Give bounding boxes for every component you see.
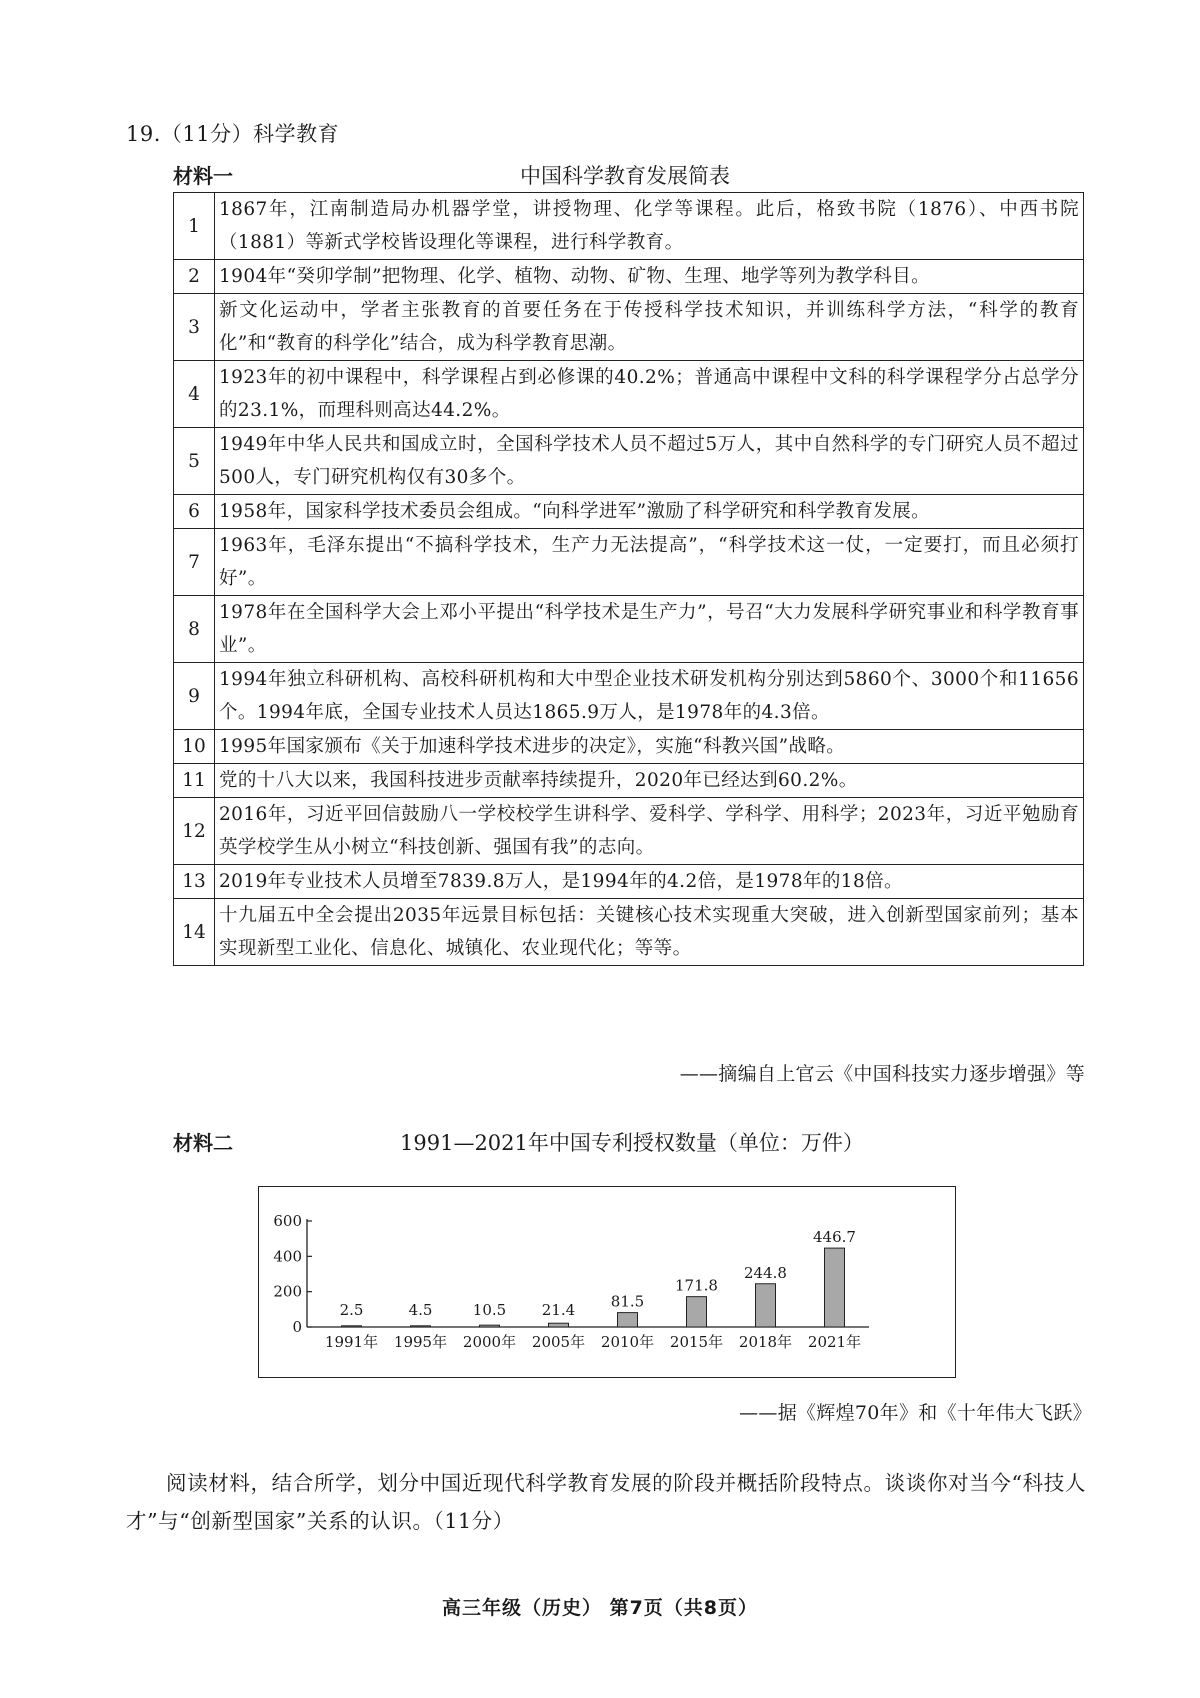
row-text: 新文化运动中，学者主张教育的首要任务在于传授科学技术知识，并训练科学方法，“科学的教育化”和“教育的科学化”结合，成为科学教育思潮。 — [215, 294, 1084, 361]
table-row — [174, 294, 1084, 361]
row-number: 1 — [174, 193, 215, 260]
row-number: 10 — [174, 730, 215, 764]
table-row — [174, 865, 1084, 899]
row-number: 12 — [174, 798, 215, 865]
row-text: 1963年，毛泽东提出“不搞科学技术，生产力无法提高”，“科学技术这一仗，一定要打，而且必须打好”。 — [215, 529, 1084, 596]
row-text: 1904年“癸卯学制”把物理、化学、植物、动物、矿物、生理、地学等列为教学科目。 — [215, 260, 1084, 294]
table-row — [174, 260, 1084, 294]
y-tick-label: 600 — [273, 1212, 302, 1230]
data-label: 244.8 — [744, 1263, 787, 1282]
row-text: 2016年，习近平回信鼓励八一学校校学生讲科学、爱科学、学科学、用科学；2023年，习近平勉励育英学校学生从小树立“科技创新、强国有我”的志向。 — [215, 798, 1084, 865]
row-text: 十九届五中全会提出2035年远景目标包括：关键核心技术实现重大突破，进入创新型国家前列；基本实现新型工业化、信息化、城镇化、农业现代化；等等。 — [215, 899, 1084, 966]
x-tick-label: 2021年 — [807, 1333, 862, 1351]
table-row — [174, 193, 1084, 260]
row-number: 2 — [174, 260, 215, 294]
bar — [756, 1284, 776, 1327]
x-tick-label: 1991年 — [324, 1333, 379, 1351]
row-number: 4 — [174, 361, 215, 428]
row-text: 1923年的初中课程中，科学课程占到必修课的40.2%；普通高中课程中文科的科学课程学分占总学分的23.1%，而理科则高达44.2%。 — [215, 361, 1084, 428]
bar — [480, 1325, 500, 1327]
material1-label: 材料一 — [173, 164, 233, 188]
data-label: 21.4 — [541, 1301, 576, 1319]
row-text: 1867年，江南制造局办机器学堂，讲授物理、化学等课程。此后，格致书院（1876）、中西书院（1881）等新式学校皆设理化等课程，进行科学教育。 — [215, 193, 1084, 260]
question-header: 19.（11分）科学教育 — [126, 122, 340, 146]
row-number: 8 — [174, 596, 215, 663]
chart-title: 1991—2021年中国专利授权数量（单位：万件） — [400, 1131, 864, 1155]
data-label: 2.5 — [339, 1301, 364, 1319]
row-text: 1958年，国家科学技术委员会组成。“向科学进军”激励了科学研究和科学教育发展。 — [215, 495, 1084, 529]
row-text: 2019年专业技术人员增至7839.8万人，是1994年的4.2倍，是1978年的18倍。 — [215, 865, 1084, 899]
material1-title: 中国科学教育发展简表 — [520, 164, 730, 188]
x-tick-label: 2000年 — [462, 1333, 517, 1351]
bar — [825, 1248, 845, 1327]
chart-frame — [258, 1186, 956, 1378]
question-prompt: 阅读材料，结合所学，划分中国近现代科学教育发展的阶段并概括阶段特点。谈谈你对当今“科技人才”与“创新型国家”关系的认识。（11分） — [126, 1471, 1086, 1533]
material2-label: 材料二 — [173, 1131, 233, 1155]
row-number: 3 — [174, 294, 215, 361]
row-number: 14 — [174, 899, 215, 966]
table-row — [174, 596, 1084, 663]
material2-source: ——据《辉煌70年》和《十年伟大飞跃》 — [739, 1402, 1092, 1424]
y-tick-label: 0 — [292, 1318, 302, 1336]
x-tick-label: 2010年 — [600, 1333, 655, 1351]
bar — [687, 1297, 707, 1327]
table-row — [174, 495, 1084, 529]
row-number: 6 — [174, 495, 215, 529]
table-row — [174, 899, 1084, 966]
row-text: 1949年中华人民共和国成立时，全国科学技术人员不超过5万人，其中自然科学的专门研究人员不超过500人，专门研究机构仅有30多个。 — [215, 428, 1084, 495]
table-row — [174, 798, 1084, 865]
table-row — [174, 663, 1084, 730]
bar — [411, 1326, 431, 1327]
data-label: 171.8 — [675, 1276, 718, 1295]
table-row — [174, 529, 1084, 596]
row-number: 9 — [174, 663, 215, 730]
table-row — [174, 361, 1084, 428]
row-text: 1995年国家颁布《关于加速科学技术进步的决定》，实施“科教兴国”战略。 — [215, 730, 1084, 764]
row-text: 1994年独立科研机构、高校科研机构和大中型企业技术研发机构分别达到5860个、3000个和11656个。1994年底，全国专业技术人员达1865.9万人，是1978年的4.3倍。 — [215, 663, 1084, 730]
data-label: 446.7 — [813, 1228, 856, 1247]
row-number: 13 — [174, 865, 215, 899]
data-label: 81.5 — [610, 1292, 645, 1311]
row-number: 5 — [174, 428, 215, 495]
material1-source: ——摘编自上官云《中国科技实力逐步增强》等 — [679, 1063, 1085, 1085]
x-tick-label: 1995年 — [393, 1333, 448, 1351]
row-text: 1978年在全国科学大会上邓小平提出“科学技术是生产力”，号召“大力发展科学研究事业和科学教育事业”。 — [215, 596, 1084, 663]
data-label: 4.5 — [408, 1301, 433, 1319]
patent-bar-chart — [259, 1187, 955, 1377]
y-tick-label: 400 — [273, 1247, 302, 1266]
x-tick-label: 2018年 — [738, 1333, 793, 1351]
page-footer: 高三年级（历史） 第7页（共8页） — [441, 1597, 759, 1619]
bar — [618, 1313, 638, 1327]
table-row — [174, 764, 1084, 798]
x-tick-label: 2005年 — [531, 1333, 586, 1351]
y-tick-label: 200 — [273, 1282, 302, 1301]
events-table — [173, 192, 1084, 966]
row-text: 党的十八大以来，我国科技进步贡献率持续提升，2020年已经达到60.2%。 — [215, 764, 1084, 798]
x-tick-label: 2015年 — [669, 1333, 724, 1351]
data-label: 10.5 — [472, 1301, 507, 1319]
bar — [549, 1323, 569, 1327]
bar — [342, 1326, 362, 1327]
table-row — [174, 428, 1084, 495]
table-row — [174, 730, 1084, 764]
row-number: 7 — [174, 529, 215, 596]
row-number: 11 — [174, 764, 215, 798]
